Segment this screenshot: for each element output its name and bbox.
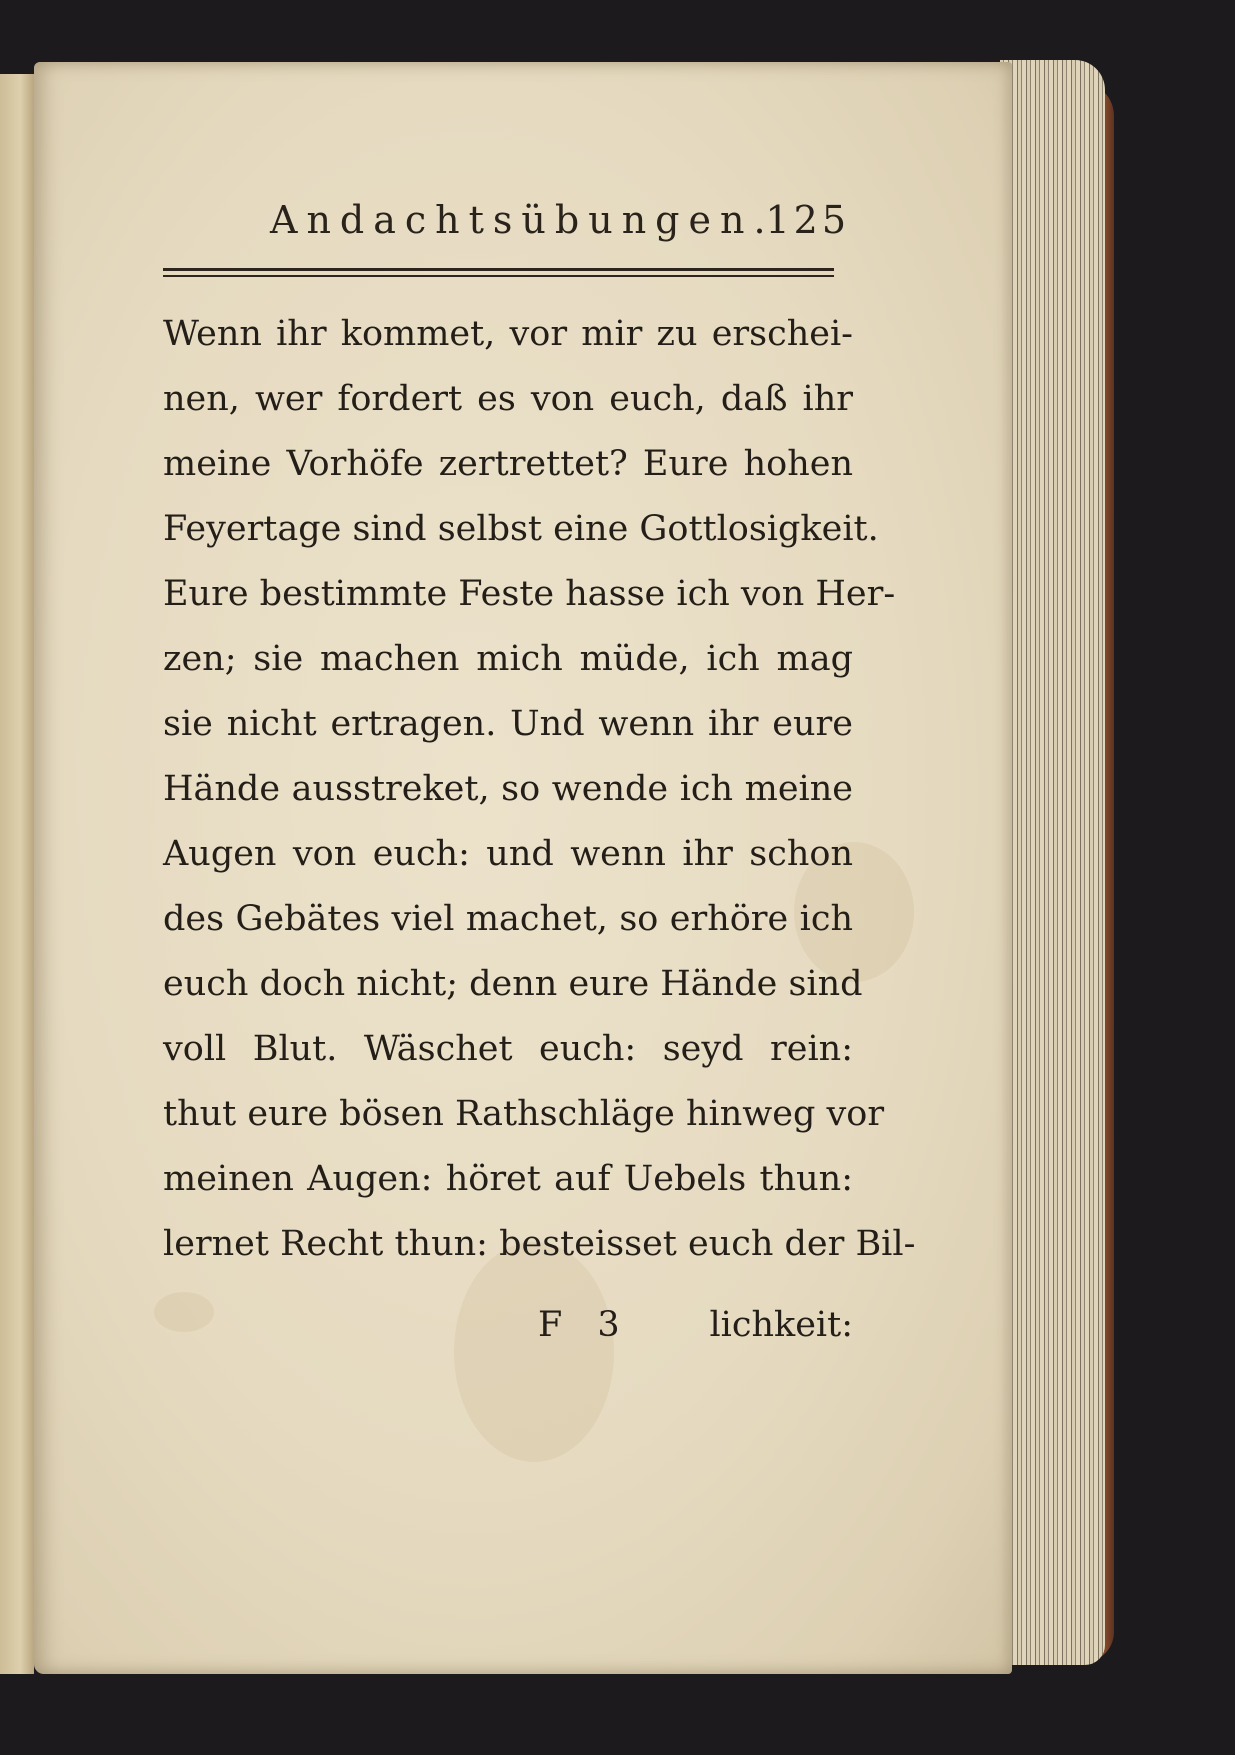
text-line: sie nicht ertragen. Und wenn ihr eure [163, 704, 853, 744]
text-line: Augen von euch: und wenn ihr schon [163, 834, 853, 874]
text-line: zen; sie machen mich müde, ich mag [163, 639, 853, 679]
text-line: Wenn ihr kommet, vor mir zu erschei- [163, 314, 853, 354]
catchword: lichkeit: [709, 1305, 853, 1345]
text-line: thut eure bösen Rathschläge hinweg vor [163, 1094, 885, 1134]
body-text [163, 302, 916, 1277]
page-footer [163, 1293, 853, 1358]
text-line: lernet Recht thun: besteisset euch der Bil- [163, 1224, 916, 1264]
text-line: des Gebätes viel machet, so erhöre ich [163, 899, 853, 939]
page-block-edges [1000, 60, 1105, 1665]
text-line: meine Vorhöfe zertrettet? Eure hohen [163, 444, 853, 484]
text-line: Eure bestimmte Feste hasse ich von Her- [163, 574, 896, 614]
header-rule [163, 268, 834, 277]
text-line: voll Blut. Wäschet euch: seyd rein: [163, 1029, 853, 1069]
text-line: euch doch nicht; denn eure Hände sind [163, 964, 863, 1004]
signature-mark: F 3 [538, 1305, 632, 1345]
text-line: Feyertage sind selbst eine Gottlosigkeit. [163, 509, 879, 549]
page-number: 125 [765, 198, 850, 242]
text-line: meinen Augen: höret auf Uebels thun: [163, 1159, 853, 1199]
running-title: Andachtsübungen. [270, 198, 775, 242]
text-line: Hände ausstreket, so wende ich meine [163, 769, 853, 809]
text-line: nen, wer fordert es von euch, daß ihr [163, 379, 853, 419]
running-head [270, 194, 850, 254]
facing-page-edge [0, 74, 34, 1674]
